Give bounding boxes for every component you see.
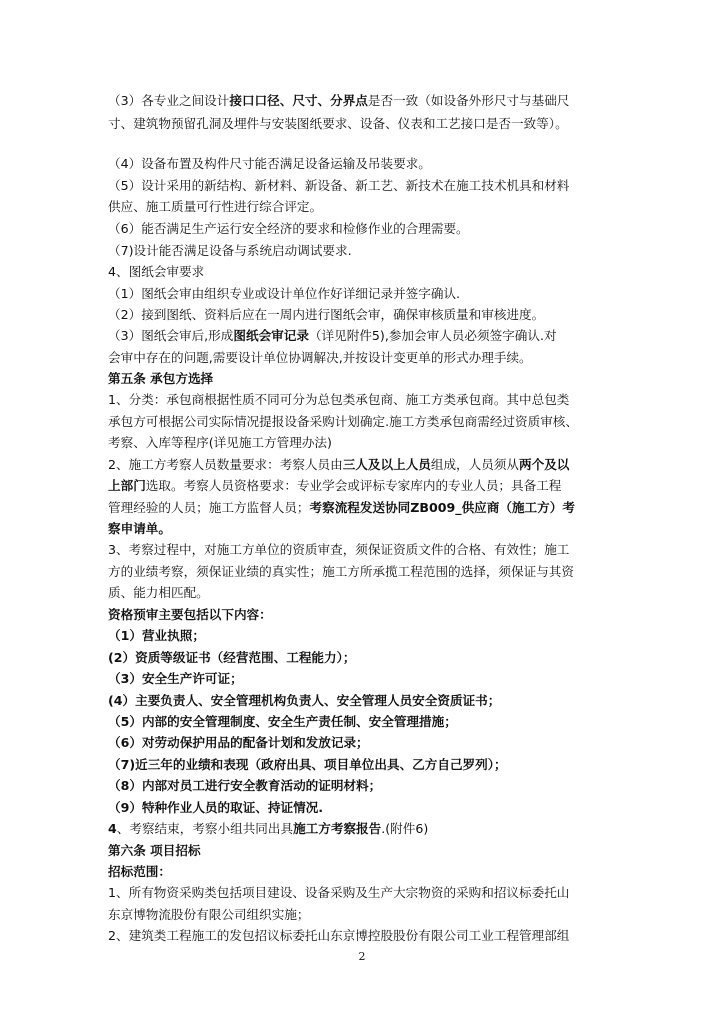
text-line xyxy=(108,626,628,646)
text-run: （4）设备布置及构件尺寸能否满足设备运输及吊装要求。 xyxy=(108,156,431,171)
text-run: 组成，人员须从 xyxy=(430,457,520,472)
text-line xyxy=(108,91,628,111)
text-line xyxy=(108,776,628,796)
text-line xyxy=(108,519,628,539)
bold-text-run: （3）安全生产许可证； xyxy=(108,671,243,686)
text-line xyxy=(108,712,628,732)
bold-text-run: (4）主要负责人、安全管理机构负责人、安全管理人员安全资质证书； xyxy=(108,693,501,708)
text-run: （6）能否满足生产运行安全经济的要求和检修作业的合理需要。 xyxy=(108,221,469,236)
bold-text-run: （6）对劳动保护用品的配备计划和发放记录； xyxy=(108,735,369,750)
text-run: 2、建筑类工程施工的发包招议标委托山东京博控股股份有限公司工业工程管理部组 xyxy=(108,928,570,943)
text-run: （7)设计能否满足设备与系统启动调试要求. xyxy=(108,243,352,258)
text-line xyxy=(108,605,628,625)
text-run: 3、考察过程中，对施工方单位的资质审查，须保证资质文件的合格、有效性；施工 xyxy=(108,542,570,557)
text-line xyxy=(108,755,628,775)
text-line xyxy=(108,284,628,304)
text-run: 方的业绩考察，须保证业绩的真实性；施工方所承揽工程范围的选择，须保证与其资 xyxy=(108,564,574,579)
text-line xyxy=(108,197,628,217)
bold-text-run: 第六条 项目招标 xyxy=(108,843,201,858)
text-line xyxy=(108,498,628,518)
text-line xyxy=(108,862,628,882)
bold-text-run: 两个及以 xyxy=(519,457,570,472)
text-run: （5）设计采用的新结构、新材料、新设备、新工艺、新技术在施工技术机具和材料 xyxy=(108,178,570,193)
text-run: （3）各专业之间设计 xyxy=(108,93,230,108)
bold-text-run: 招标范围： xyxy=(108,864,171,879)
text-line xyxy=(108,348,628,368)
text-run: 选取。考察人员资格要求：专业学会或评标专家库内的专业人员；具备工程 xyxy=(145,478,562,493)
text-line xyxy=(108,798,628,818)
text-line xyxy=(108,883,628,903)
page-number: 2 xyxy=(358,950,366,963)
bold-text-run: 图纸会审记录 xyxy=(233,328,309,343)
text-line xyxy=(108,241,628,261)
bold-text-run: 接口口径、尺寸、分界点 xyxy=(229,93,368,108)
text-run: 寸、建筑物预留孔洞及埋件与安装图纸要求、设备、仪表和工艺接口是否一致等）。 xyxy=(108,116,568,131)
bold-text-run: 三人及以上人员 xyxy=(342,457,431,472)
bold-text-run: 考察流程发送协同ZB009_供应商（施工方）考 xyxy=(309,500,575,515)
text-line xyxy=(108,562,628,582)
text-line xyxy=(108,326,628,346)
text-run: 质、能力相匹配。 xyxy=(108,585,209,600)
text-line xyxy=(108,691,628,711)
bold-text-run: （1）营业执照； xyxy=(108,628,205,643)
text-run: 1、分类：承包商根据性质不同可分为总包类承包商、施工方类承包商。其中总包类 xyxy=(108,392,570,407)
text-line xyxy=(108,369,628,389)
text-line xyxy=(108,583,628,603)
text-run: 、考察结束，考察小组共同出具 xyxy=(116,821,294,836)
text-run: 东京博物流股份有限公司组织实施； xyxy=(108,907,310,922)
text-run: 考察、入库等程序(详见施工方管理办法) xyxy=(108,435,332,450)
bold-text-run: 第五条 承包方选择 xyxy=(108,371,214,386)
text-run: 2、施工方考察人员数量要求：考察人员由 xyxy=(108,457,343,472)
text-line xyxy=(108,219,628,239)
text-line xyxy=(108,841,628,861)
text-line xyxy=(108,433,628,453)
text-run: 承包方可根据公司实际情况提报设备采购计划确定.施工方类承包商需经过资质审核、 xyxy=(108,414,578,429)
bold-text-run: 施工方考察报告 xyxy=(293,821,382,836)
text-run: （1）图纸会审由组织专业或设计单位作好详细记录并签字确认. xyxy=(108,286,461,301)
text-line xyxy=(108,455,628,475)
text-line xyxy=(108,305,628,325)
text-line xyxy=(108,154,628,174)
text-run: 供应、施工质量可行性进行综合评定。 xyxy=(108,199,323,214)
bold-text-run: （5）内部的安全管理制度、安全生产责任制、安全管理措施； xyxy=(108,714,457,729)
text-run: （详见附件5),参加会审人员必须签字确认.对 xyxy=(308,328,557,343)
text-line xyxy=(108,476,628,496)
text-line xyxy=(108,926,628,946)
bold-text-run: （8）内部对员工进行安全教育活动的证明材料； xyxy=(108,778,382,793)
bold-text-run: 上部门 xyxy=(108,478,146,493)
text-run: （2）接到图纸、资料后应在一周内进行图纸会审，确保审核质量和审核进度。 xyxy=(108,307,545,322)
text-run: .(附件6) xyxy=(381,821,429,836)
text-line xyxy=(108,733,628,753)
text-line xyxy=(108,262,628,282)
text-line xyxy=(108,114,628,134)
text-line xyxy=(108,669,628,689)
text-line xyxy=(108,390,628,410)
bold-text-run: (2）资质等级证书（经营范围、工程能力）； xyxy=(108,650,356,665)
text-run: 管理经验的人员；施工方监督人员； xyxy=(108,500,310,515)
text-line xyxy=(108,176,628,196)
text-line xyxy=(108,819,628,839)
bold-text-run: 资格预审主要包括以下内容： xyxy=(108,607,272,622)
bold-text-run: （7)近三年的业绩和表现（政府出具、项目单位出具、乙方自己罗列）； xyxy=(108,757,507,772)
text-run: （3）图纸会审后,形成 xyxy=(108,328,234,343)
text-line xyxy=(108,648,628,668)
bold-text-run: （9）特种作业人员的取证、持证情况. xyxy=(108,800,324,815)
text-run: 4、图纸会审要求 xyxy=(108,264,205,279)
bold-text-run: 4 xyxy=(108,821,117,836)
bold-text-run: 察申请单。 xyxy=(108,521,171,536)
text-line xyxy=(108,905,628,925)
text-run: 是否一致（如设备外形尺寸与基础尺 xyxy=(367,93,570,108)
text-run: 会审中存在的问题,需要设计单位协调解决,并按设计变更单的形式办理手续。 xyxy=(108,350,532,365)
text-line xyxy=(108,540,628,560)
text-line xyxy=(108,412,628,432)
text-run: 1、所有物资采购类包括项目建设、设备采购及生产大宗物资的采购和招议标委托山 xyxy=(108,885,570,900)
